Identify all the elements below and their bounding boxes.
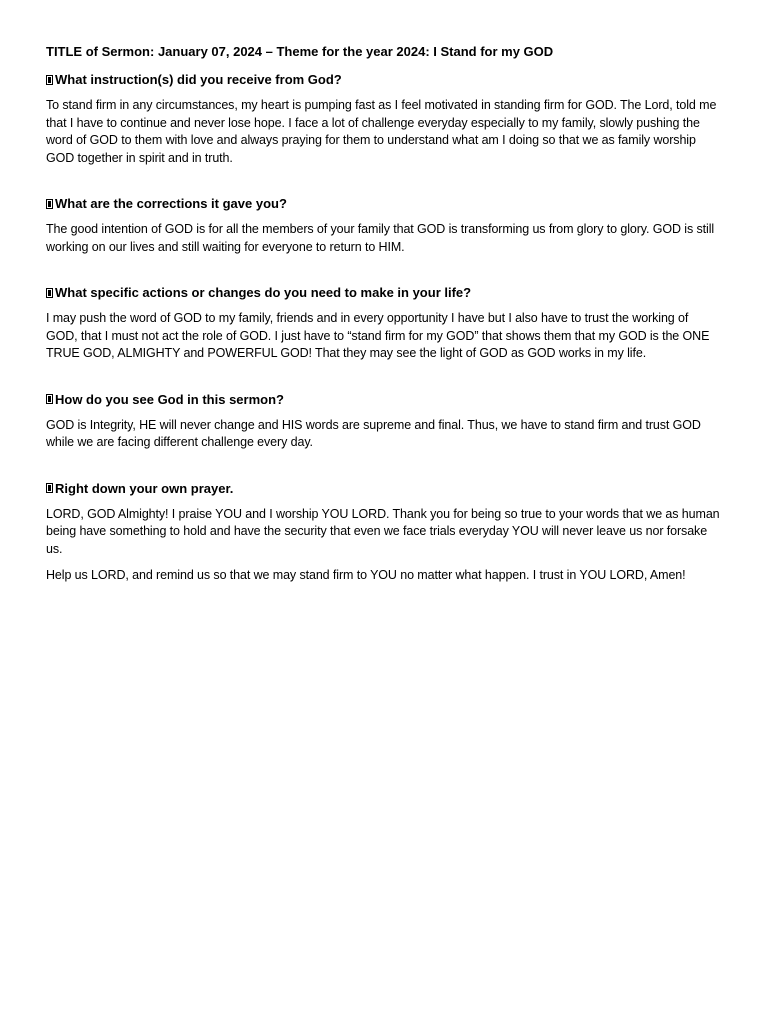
section-corrections <box>46 195 722 256</box>
bullet-box-icon <box>46 199 53 209</box>
section-heading <box>46 284 722 301</box>
sermon-title: TITLE of Sermon: January 07, 2024 – Theme for the year 2024: I Stand for my GOD <box>46 44 554 59</box>
section-prayer <box>46 480 722 585</box>
section-paragraph: Help us LORD, and remind us so that we may stand firm to YOU no matter what happen. I trust in YOU LORD, Amen! <box>46 568 686 582</box>
section-god-in-sermon <box>46 391 722 452</box>
bullet-box-icon <box>46 75 53 85</box>
section-paragraph: LORD, GOD Almighty! I praise YOU and I worship YOU LORD. Thank you for being so true to your words that we as human being have something to hold and have the security that even we face trials everyday YOU will never leave us nor forsake us. <box>46 506 720 556</box>
section-paragraph: The good intention of GOD is for all the members of your family that GOD is transforming us from glory to glory. GOD is still working on our lives and still waiting for everyone to return to HIM. <box>46 222 715 254</box>
section-heading-text: What are the corrections it gave you? <box>55 196 287 211</box>
section-actions <box>46 284 722 363</box>
bullet-box-icon <box>46 394 53 404</box>
section-paragraph: GOD is Integrity, HE will never change and HIS words are supreme and final. Thus, we have to stand firm and trust GOD while we are facing different challenge every day. <box>46 417 701 449</box>
bullet-box-icon <box>46 483 53 493</box>
section-heading <box>46 195 722 212</box>
section-heading-text: What instruction(s) did you receive from God? <box>55 72 342 87</box>
section-heading <box>46 391 722 408</box>
section-paragraph: I may push the word of GOD to my family, friends and in every opportunity I have but I also have to trust the working of GOD, that I must not act the role of GOD. I just have to “stand firm for my GOD” that shows them that my GOD is the ONE TRUE GOD, ALMIGHTY and POWERFUL GOD! That they may see the light of GOD as GOD works in my life. <box>46 311 710 360</box>
section-heading <box>46 480 722 497</box>
section-heading-text: Right down your own prayer. <box>55 480 234 496</box>
section-heading <box>46 71 722 88</box>
section-heading-text: What specific actions or changes do you need to make in your life? <box>55 285 472 300</box>
bullet-box-icon <box>46 288 53 298</box>
section-paragraph: To stand firm in any circumstances, my heart is pumping fast as I feel motivated in standing firm for GOD. The Lord, told me that I have to continue and never lose hope. I face a lot of challenge everyday especially to my family, slowly pushing the word of GOD to them with love and always praying for them to understand what am I doing so that we as family worship GOD together in spirit and in truth. <box>46 98 717 165</box>
section-instructions <box>46 71 722 167</box>
section-heading-text: How do you see God in this sermon? <box>55 391 284 407</box>
